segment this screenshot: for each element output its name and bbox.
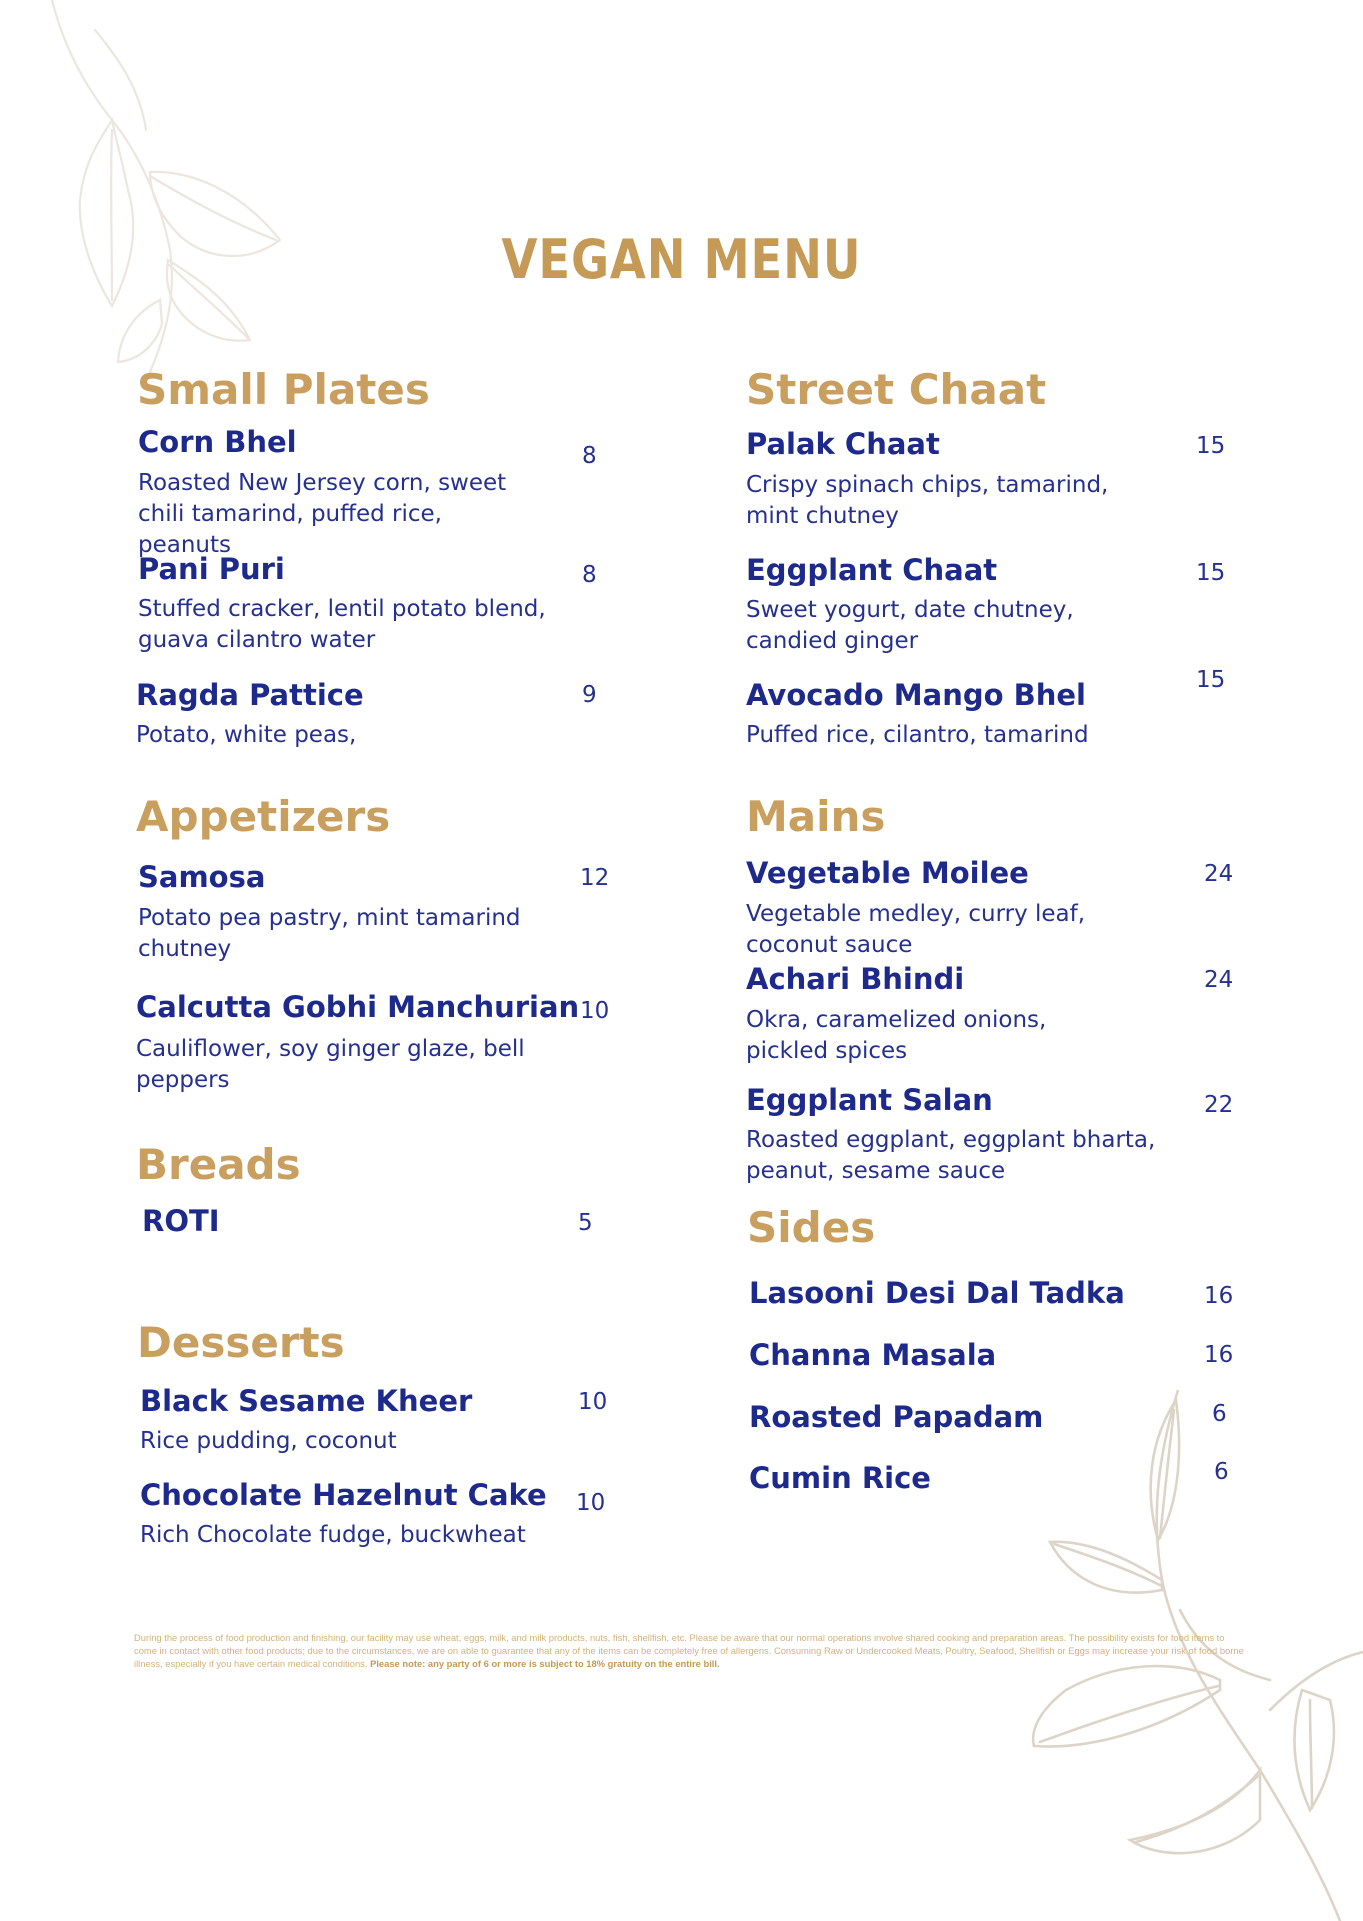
section-title-appetizers: Appetizers: [136, 792, 391, 841]
item-price: 9: [582, 682, 597, 708]
item-price: 24: [1204, 861, 1234, 887]
allergen-disclaimer: [134, 1631, 1249, 1670]
item-description: Okra, caramelized onions, pickled spices: [746, 1007, 1047, 1064]
item-name: Corn Bhel: [138, 425, 297, 459]
item-name: Samosa: [138, 860, 266, 894]
item-price: 6: [1212, 1401, 1227, 1427]
section-title-sides: Sides: [747, 1203, 876, 1252]
item-price: 16: [1204, 1283, 1234, 1309]
item-price: 8: [582, 443, 597, 469]
gratuity-note: Please note: any party of 6 or more is subject to 18% gratuity on the entire bill.: [370, 1658, 720, 1669]
disclaimer-text: During the process of food production and finishing, our facility may use wheat, eggs, milk, and milk products, nuts, fish, shellfish, etc. Please be aware that our normal operations involve shared cooking and preparation areas. The possibility exists for food items to come in contact with other food products; due to the circumstances, we are on able to guarantee that any of the items can be completely free of allergens. Consuming Raw or Undercooked Meats, Poultry, Seafood, Shellfish or Eggs may increase your risk of food borne illness, especially if you have certain medical conditions.: [134, 1632, 1244, 1669]
item-description: Rice pudding, coconut: [140, 1428, 397, 1454]
item-name: Pani Puri: [138, 552, 285, 586]
item-price: 15: [1196, 433, 1226, 459]
item-price: 10: [576, 1490, 606, 1516]
item-name: Eggplant Salan: [746, 1083, 993, 1117]
item-price: 6: [1214, 1459, 1229, 1485]
item-price: 15: [1196, 667, 1226, 693]
item-price: 22: [1204, 1092, 1234, 1118]
item-name: Lasooni Desi Dal Tadka: [749, 1276, 1125, 1310]
item-price: 8: [582, 562, 597, 588]
item-name: Black Sesame Kheer: [140, 1384, 473, 1418]
item-price: 15: [1196, 560, 1226, 586]
item-description: Rich Chocolate fudge, buckwheat: [140, 1522, 526, 1548]
item-description: Crispy spinach chips, tamarind, mint chutney: [746, 472, 1109, 529]
section-title-mains: Mains: [746, 792, 886, 841]
section-title-street-chaat: Street Chaat: [746, 365, 1047, 414]
menu-title: VEGAN MENU: [501, 228, 862, 291]
item-name: Chocolate Hazelnut Cake: [140, 1478, 547, 1512]
item-price: 10: [580, 998, 610, 1024]
item-description: Puffed rice, cilantro, tamarind: [746, 722, 1089, 748]
item-description: Vegetable medley, curry leaf, coconut sauce: [746, 901, 1086, 958]
item-name: Eggplant Chaat: [746, 553, 998, 587]
section-title-desserts: Desserts: [137, 1318, 345, 1367]
item-name: Cumin Rice: [749, 1461, 931, 1495]
item-price: 24: [1204, 967, 1234, 993]
item-name: Palak Chaat: [746, 427, 940, 461]
item-price: 10: [578, 1389, 608, 1415]
item-name: Roasted Papadam: [749, 1400, 1044, 1434]
section-title-breads: Breads: [136, 1140, 301, 1189]
item-name: Calcutta Gobhi Manchurian: [136, 990, 580, 1024]
item-name: Avocado Mango Bhel: [746, 678, 1086, 712]
item-name: Ragda Pattice: [136, 678, 364, 712]
section-title-small-plates: Small Plates: [137, 365, 430, 414]
item-price: 16: [1204, 1342, 1234, 1368]
item-description: Stuffed cracker, lentil potato blend, guava cilantro water: [138, 596, 546, 653]
item-price: 5: [578, 1210, 593, 1236]
item-price: 12: [580, 865, 610, 891]
item-description: Potato, white peas,: [136, 722, 357, 748]
leaf-branch-top-left-icon: [0, 0, 330, 380]
item-name: Vegetable Moilee: [746, 856, 1029, 890]
item-description: Cauliflower, soy ginger glaze, bell peppers: [136, 1036, 525, 1093]
item-description: Roasted New Jersey corn, sweet chili tamarind, puffed rice, peanuts: [138, 470, 507, 558]
item-name: Achari Bhindi: [746, 962, 965, 996]
item-description: Potato pea pastry, mint tamarind chutney: [138, 905, 521, 962]
item-name: Channa Masala: [749, 1338, 997, 1372]
item-description: Sweet yogurt, date chutney, candied ginger: [746, 597, 1074, 654]
item-description: Roasted eggplant, eggplant bharta, peanut, sesame sauce: [746, 1127, 1156, 1184]
item-name: ROTI: [142, 1204, 220, 1238]
